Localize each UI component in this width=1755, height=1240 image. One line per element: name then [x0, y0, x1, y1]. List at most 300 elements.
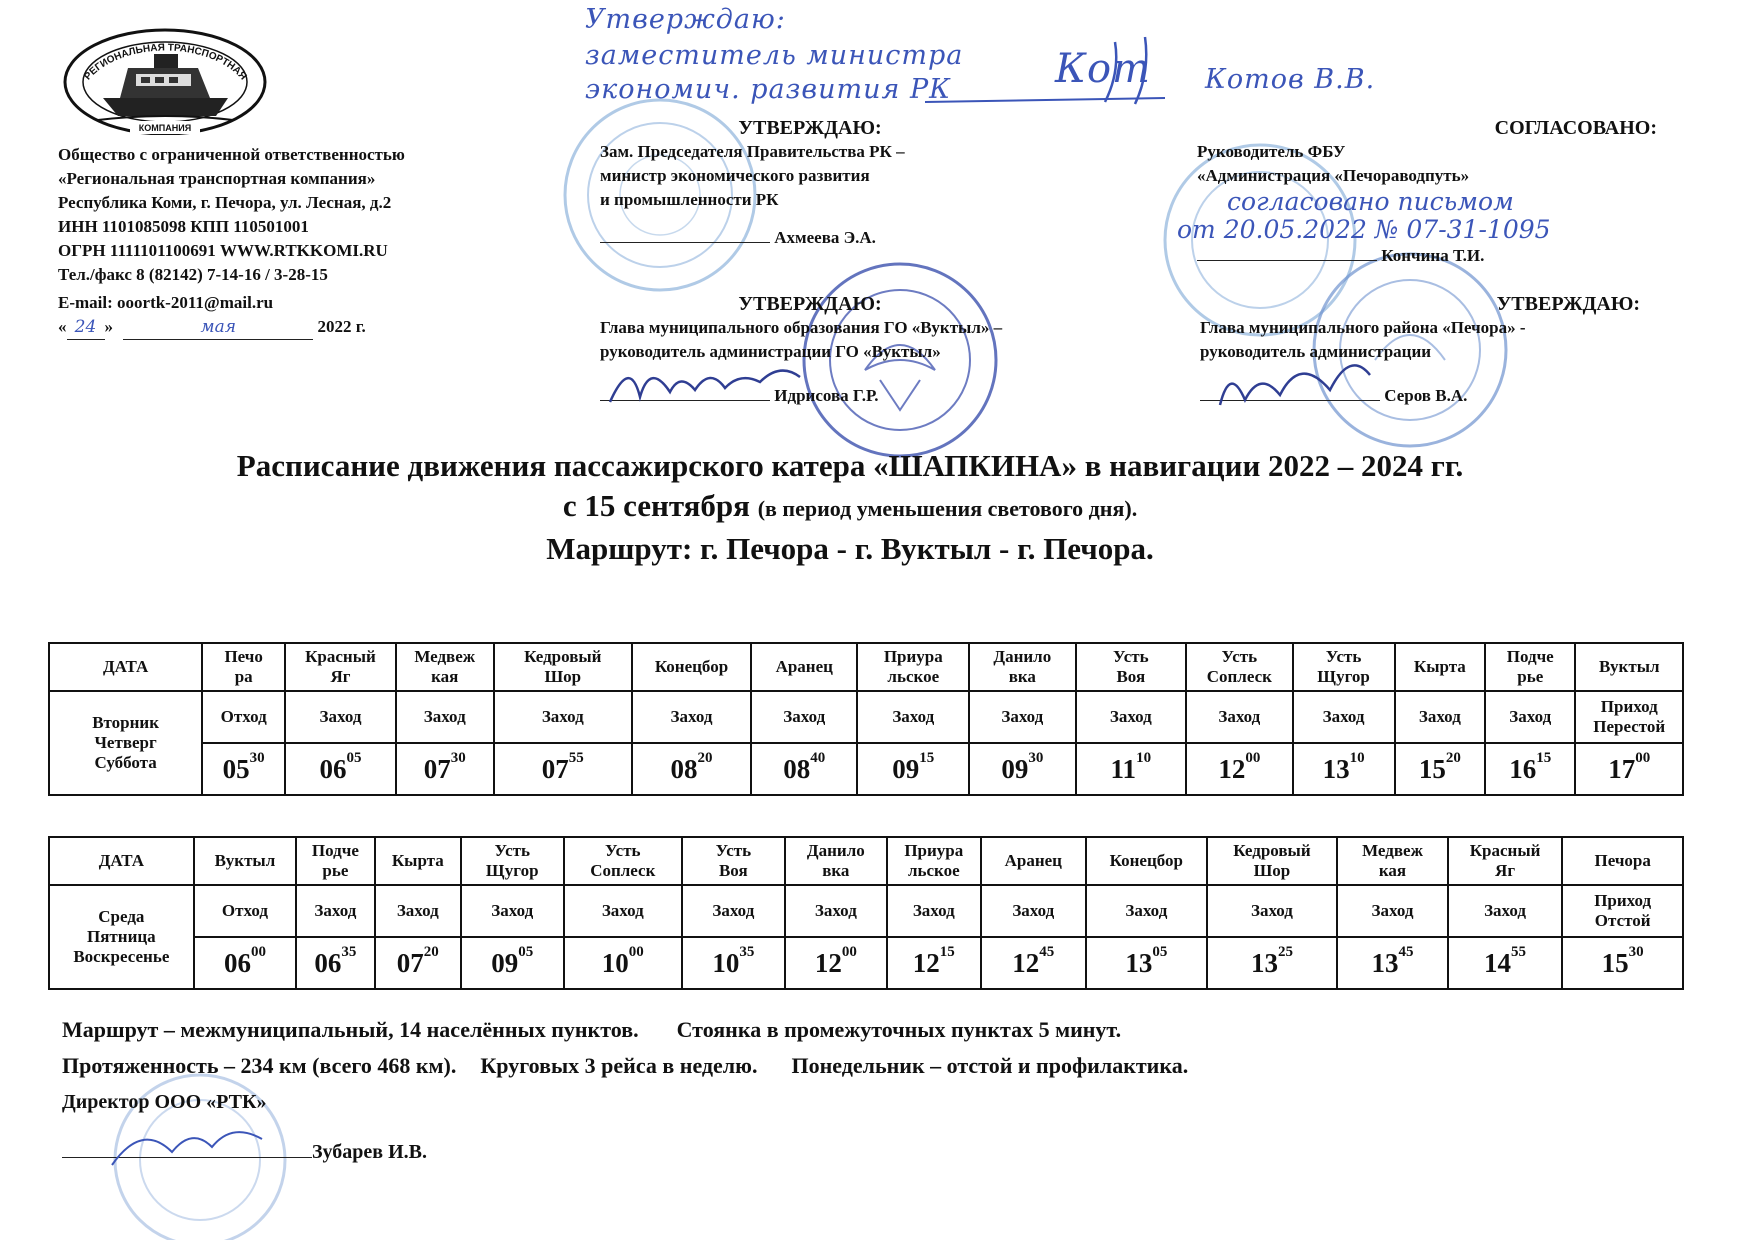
stop-action [632, 691, 751, 743]
days-cell [49, 885, 194, 989]
stop-action [1395, 691, 1485, 743]
stop-action [564, 885, 683, 937]
time-minutes: 40 [810, 749, 826, 766]
stop-time [857, 743, 969, 795]
stop-name-header [1207, 837, 1338, 885]
stop-action [285, 691, 396, 743]
action-label: Заход [1322, 707, 1365, 726]
time-minutes: 15 [1536, 749, 1552, 766]
stop-name-part: Усть [1113, 647, 1149, 666]
stop-time [564, 937, 683, 989]
stop-name-part: Приура [904, 841, 964, 860]
signature-line [600, 400, 770, 401]
stop-action [296, 885, 374, 937]
stop-name-part: Аранец [775, 657, 833, 676]
stop-name-part: льское [887, 667, 940, 686]
approval-line: «Администрация «Печораводпуть» [1197, 166, 1470, 185]
stop-time [969, 743, 1075, 795]
signature-icon [915, 32, 1195, 112]
time-minutes: 55 [1511, 943, 1527, 960]
stop-action [461, 885, 564, 937]
approval-line: Зам. Председателя Правительства РК – [600, 142, 905, 161]
stop-name-header [1485, 643, 1575, 691]
time-hours: 06 [319, 753, 347, 784]
stop-name-part: Вуктыл [214, 851, 276, 870]
stop-action [857, 691, 969, 743]
stop-time [194, 937, 297, 989]
action-label: Заход [491, 901, 534, 920]
date-header: ДАТА [49, 643, 202, 691]
time-minutes: 10 [1136, 749, 1152, 766]
company-details [58, 143, 518, 340]
director-name: Зубарев И.В. [312, 1141, 427, 1163]
stop-name-part: Медвеж [1362, 841, 1423, 860]
stop-name-part: Соплеск [1206, 667, 1272, 686]
stop-action [194, 885, 297, 937]
stop-name-header [1086, 837, 1207, 885]
time-minutes: 20 [697, 749, 713, 766]
approval-line: руководитель администрации ГО «Вуктыл» [600, 342, 941, 361]
action-label: Заход [1484, 901, 1527, 920]
stop-time [202, 743, 285, 795]
date-year: 2022 г. [317, 317, 366, 336]
signature-icon [1200, 345, 1400, 415]
stop-name-part: Яг [330, 667, 351, 686]
stop-name-part: Кырта [391, 851, 444, 870]
stop-name-header [296, 837, 374, 885]
approval-line: и промышленности РК [600, 190, 779, 209]
day-label: Пятница [87, 927, 156, 946]
approval-line: Глава муниципального района «Печора» - [1200, 318, 1526, 337]
schedule-table-return [48, 836, 1684, 990]
time-hours: 13 [1125, 947, 1153, 978]
stop-action [375, 885, 461, 937]
route-length-info: Протяженность – 234 км (всего 468 км). [62, 1053, 457, 1078]
company-line: Тел./факс 8 (82142) 7-14-16 / 3-28-15 [58, 265, 328, 284]
stop-time [396, 743, 494, 795]
stop-name-header [194, 837, 297, 885]
title-line-3: Маршрут: г. Печора - г. Вуктыл - г. Печора. [546, 531, 1154, 566]
approval-line: министр экономического развития [600, 166, 870, 185]
time-minutes: 00 [628, 943, 644, 960]
time-hours: 08 [670, 753, 698, 784]
approval-block-pechora [1200, 292, 1720, 408]
stop-name-header [887, 837, 980, 885]
stop-time [1448, 937, 1563, 989]
time-hours: 06 [223, 947, 251, 978]
stop-name-part: Усть [1325, 647, 1362, 666]
time-minutes: 00 [250, 943, 266, 960]
stop-name-header [981, 837, 1087, 885]
stop-time [296, 937, 374, 989]
stop-name-part: Кырта [1413, 657, 1466, 676]
stop-action [887, 885, 980, 937]
time-hours: 13 [1371, 947, 1399, 978]
stop-name-part: Шор [544, 667, 582, 686]
stop-action [969, 691, 1075, 743]
stop-name-part: Приура [883, 647, 943, 666]
action-label: Отстой [1594, 911, 1651, 930]
stop-name-header [1186, 643, 1292, 691]
stop-time [1575, 743, 1683, 795]
action-label: Заход [892, 707, 935, 726]
stop-name-header [461, 837, 564, 885]
stop-duration-info: Стоянка в промежуточных пунктах 5 минут. [676, 1017, 1122, 1042]
approval-line: Руководитель ФБУ [1197, 142, 1346, 161]
action-label: Заход [1125, 901, 1168, 920]
stop-name-part: Медвеж [414, 647, 476, 666]
company-logo [58, 20, 273, 135]
action-label: Приход [1594, 891, 1652, 910]
stop-name-header [494, 643, 632, 691]
stop-name-header [285, 643, 396, 691]
signature-icon [102, 1117, 302, 1172]
stop-name-part: Яг [1495, 861, 1516, 880]
company-line: Республика Коми, г. Печора, ул. Лесная, д.2 [58, 193, 392, 212]
signature-line [1200, 400, 1380, 401]
stop-time [1485, 743, 1575, 795]
stop-action [682, 885, 785, 937]
time-hours: 13 [1322, 753, 1350, 784]
time-hours: 10 [601, 947, 629, 978]
stop-name-header [1395, 643, 1485, 691]
action-label: Заход [1109, 707, 1152, 726]
time-hours: 12 [814, 947, 842, 978]
days-cell [49, 691, 202, 795]
director-title: Директор ООО «РТК» [62, 1091, 267, 1113]
action-label: Заход [1012, 901, 1055, 920]
stop-name-header [682, 837, 785, 885]
time-minutes: 05 [518, 943, 534, 960]
schedule-title [0, 446, 1700, 569]
approval-line: руководитель администрации [1200, 342, 1432, 361]
time-hours: 12 [1218, 753, 1246, 784]
day-label: Вторник [92, 713, 159, 732]
action-label: Заход [1250, 901, 1293, 920]
action-label: Заход [1418, 707, 1461, 726]
company-line: ИНН 1101085098 КПП 110501001 [58, 217, 309, 236]
date-open-quote: « [58, 317, 67, 336]
stop-name-part: Усть [1221, 647, 1258, 666]
stop-action [396, 691, 494, 743]
route-footer [62, 1012, 1712, 1084]
time-hours: 12 [1012, 947, 1040, 978]
time-minutes: 25 [1277, 943, 1293, 960]
date-close-quote: » [104, 317, 113, 336]
handwritten-note: согласовано письмом [1227, 187, 1514, 216]
approval-block-vuktyl [600, 292, 1120, 408]
stop-name-part: Шор [1253, 861, 1291, 880]
action-label: Заход [783, 707, 826, 726]
stop-name-header [1448, 837, 1563, 885]
action-label: Заход [601, 901, 644, 920]
stop-action [1448, 885, 1563, 937]
stop-name-part: рье [322, 861, 349, 880]
stop-action [202, 691, 285, 743]
time-minutes: 05 [1152, 943, 1168, 960]
time-minutes: 00 [1635, 749, 1651, 766]
time-minutes: 35 [341, 943, 357, 960]
trips-per-week-info: Круговых 3 рейса в неделю. [480, 1053, 758, 1078]
footer-line-1 [62, 1012, 1712, 1048]
action-label: Заход [670, 707, 713, 726]
schedule-table-outbound [48, 642, 1684, 796]
action-label: Заход [912, 901, 955, 920]
stop-name-part: Воя [718, 861, 748, 880]
time-minutes: 30 [249, 749, 265, 766]
stop-name-header [785, 837, 888, 885]
maintenance-day-info: Понедельник – отстой и профилактика. [791, 1053, 1189, 1078]
approval-heading: СОГЛАСОВАНО: [1494, 117, 1657, 139]
action-label: Заход [1509, 707, 1552, 726]
footer-line-2 [62, 1048, 1712, 1084]
date-month: мая [200, 317, 236, 337]
signature-icon [600, 352, 820, 412]
stop-name-part: Красный [1469, 841, 1541, 860]
stop-time [1086, 937, 1207, 989]
stop-time [1395, 743, 1485, 795]
route-info: Маршрут – межмуниципальный, 14 населённых пунктов. [62, 1017, 639, 1042]
time-minutes: 05 [346, 749, 362, 766]
stop-name-part: Усть [605, 841, 641, 860]
stop-time [1076, 743, 1187, 795]
stop-name-header [1293, 643, 1395, 691]
stop-name-part: Соплеск [590, 861, 656, 880]
stop-name-part: льское [907, 861, 960, 880]
stop-action [751, 691, 857, 743]
stop-name-part: Усть [494, 841, 531, 860]
approval-signature-row [600, 226, 1020, 250]
stop-name-header [1562, 837, 1683, 885]
time-hours: 14 [1484, 947, 1512, 978]
stop-name-header [632, 643, 751, 691]
approval-signature-row [600, 384, 1120, 408]
stop-name-header [1337, 837, 1448, 885]
day-label: Четверг [94, 733, 157, 752]
time-minutes: 20 [423, 943, 439, 960]
stop-action [1076, 691, 1187, 743]
time-hours: 13 [1250, 947, 1278, 978]
company-line: ОГРН 1111101100691 WWW.RTKKOMI.RU [58, 241, 388, 260]
stop-name-part: кая [1378, 861, 1407, 880]
stop-time [1207, 937, 1338, 989]
stop-time [632, 743, 751, 795]
stop-time [461, 937, 564, 989]
approval-name: Кончина Т.И. [1381, 246, 1485, 265]
action-label: Заход [396, 901, 439, 920]
stop-name-part: Вуктыл [1598, 657, 1660, 676]
time-hours: 12 [912, 947, 940, 978]
stop-time [682, 937, 785, 989]
time-hours: 15 [1418, 753, 1446, 784]
director-signature-row [62, 1138, 427, 1166]
day-label: Среда [98, 907, 145, 926]
handwritten-line: экономич. развития РК [585, 74, 952, 105]
stop-name-header [857, 643, 969, 691]
time-hours: 09 [892, 753, 920, 784]
company-line: Общество с ограниченной ответственностью [58, 145, 405, 164]
action-label: Заход [423, 707, 466, 726]
approval-block-fbu [1177, 116, 1717, 268]
stop-name-part: вка [822, 861, 850, 880]
stop-action [981, 885, 1087, 937]
title-route: Маршрут: г. Печора - г. Вуктыл - г. Печора [546, 531, 1147, 566]
handwritten-signature: Кот [1055, 46, 1151, 92]
action-label: Заход [814, 901, 857, 920]
stop-action [494, 691, 632, 743]
stop-name-part: Кедровый [1233, 841, 1311, 860]
time-hours: 16 [1509, 753, 1537, 784]
approval-signature-row [1200, 384, 1720, 408]
stop-action [1575, 691, 1683, 743]
day-label: Воскресенье [73, 947, 170, 966]
stop-name-part: Щугор [1317, 667, 1370, 686]
stop-name-header [375, 837, 461, 885]
director-block [62, 1088, 427, 1166]
action-label: Перестой [1593, 717, 1666, 736]
time-hours: 07 [541, 753, 569, 784]
handwritten-note: от 20.05.2022 № 07-31-1095 [1177, 215, 1551, 244]
approval-heading: УТВЕРЖДАЮ: [738, 293, 882, 315]
stop-name-part: кая [431, 667, 459, 686]
time-hours: 07 [396, 947, 424, 978]
time-minutes: 45 [1398, 943, 1414, 960]
action-label: Заход [314, 901, 357, 920]
stop-time [1562, 937, 1683, 989]
time-minutes: 20 [1445, 749, 1461, 766]
stop-name-header [1575, 643, 1683, 691]
time-hours: 05 [222, 753, 250, 784]
company-email: E-mail: ooortk-2011@mail.ru [58, 293, 274, 312]
stop-name-header [564, 837, 683, 885]
stop-name-part: Данило [806, 841, 865, 860]
day-label: Суббота [94, 753, 157, 772]
stop-name-part: Конецбор [1109, 851, 1184, 870]
action-label: Заход [712, 901, 755, 920]
approval-line: Глава муниципального образования ГО «Вуктыл» – [600, 318, 1003, 337]
time-minutes: 35 [739, 943, 755, 960]
stop-name-part: Щугор [485, 861, 539, 880]
approval-heading: УТВЕРЖДАЮ: [738, 117, 882, 139]
time-minutes: 15 [919, 749, 935, 766]
time-minutes: 55 [568, 749, 584, 766]
time-hours: 10 [712, 947, 740, 978]
company-date [58, 315, 518, 340]
time-minutes: 00 [1245, 749, 1261, 766]
approval-heading: УТВЕРЖДАЮ: [1496, 293, 1640, 315]
approval-block-deputy [600, 116, 1020, 250]
stop-name-part: Подче [311, 841, 359, 860]
time-minutes: 30 [1028, 749, 1044, 766]
approval-name: Идрисова Г.Р. [774, 386, 879, 405]
action-label: Заход [1371, 901, 1414, 920]
time-hours: 11 [1110, 753, 1137, 784]
stop-name-header [202, 643, 285, 691]
logo-text-bottom: КОМПАНИЯ [138, 123, 192, 133]
time-minutes: 10 [1349, 749, 1365, 766]
title-line: Расписание движения пассажирского катера «ШАПКИНА» в навигации 2022 – 2024 гг. [236, 448, 1464, 483]
time-hours: 09 [491, 947, 519, 978]
action-label: Отход [221, 901, 268, 920]
stop-name-part: рье [1517, 667, 1544, 686]
stop-name-header [1076, 643, 1187, 691]
stop-action [1337, 885, 1448, 937]
signature-line [600, 242, 770, 243]
handwritten-line: Утверждаю: [585, 4, 786, 35]
time-minutes: 45 [1039, 943, 1055, 960]
stop-time [494, 743, 632, 795]
stop-name-part: Красный [305, 647, 376, 666]
action-label: Заход [1218, 707, 1261, 726]
signature-line [1197, 260, 1377, 261]
approval-name: Серов В.А. [1384, 386, 1468, 405]
stop-action [1086, 885, 1207, 937]
logo-text-top: РЕГИОНАЛЬНАЯ ТРАНСПОРТНАЯ [82, 42, 249, 83]
stop-name-part: Печо [224, 647, 263, 666]
time-minutes: 30 [450, 749, 466, 766]
stop-name-part: вка [1008, 667, 1036, 686]
stop-action [1293, 691, 1395, 743]
time-hours: 06 [314, 947, 342, 978]
time-hours: 09 [1001, 753, 1029, 784]
stop-time [1293, 743, 1395, 795]
stop-time [785, 937, 888, 989]
time-hours: 07 [423, 753, 451, 784]
date-day: 24 [74, 317, 97, 337]
time-minutes: 00 [841, 943, 857, 960]
handwritten-line: заместитель министра [585, 40, 964, 71]
stop-action [1186, 691, 1292, 743]
approval-name: Ахмеева Э.А. [774, 228, 876, 247]
handwritten-approval [585, 2, 1415, 114]
stop-time [887, 937, 980, 989]
title-period-note: (в период уменьшения светового дня). [757, 496, 1138, 521]
approval-signature-row [1197, 244, 1717, 268]
stop-name-part: Печора [1594, 851, 1651, 870]
action-label: Заход [541, 707, 584, 726]
handwritten-name: Котов В.В. [1205, 64, 1376, 95]
stop-name-part: Данило [993, 647, 1052, 666]
stop-time [1186, 743, 1292, 795]
stop-name-part: Кедровый [524, 647, 602, 666]
action-label: Отход [220, 707, 267, 726]
stop-name-header [751, 643, 857, 691]
time-hours: 17 [1608, 753, 1636, 784]
stop-name-header [396, 643, 494, 691]
stop-name-header [969, 643, 1075, 691]
signature-line [62, 1157, 312, 1158]
stop-name-part: Усть [715, 841, 752, 860]
action-label: Приход [1600, 697, 1658, 716]
stop-action [1485, 691, 1575, 743]
time-minutes: 30 [1628, 943, 1644, 960]
stop-action [1207, 885, 1338, 937]
stop-time [375, 937, 461, 989]
stop-action [785, 885, 888, 937]
stop-time [751, 743, 857, 795]
stop-time [285, 743, 396, 795]
title-period: с 15 сентября [562, 488, 750, 523]
date-header: ДАТА [49, 837, 194, 885]
title-line-2 [0, 486, 1700, 529]
stop-name-part: Воя [1116, 667, 1146, 686]
stop-name-part: Подче [1506, 647, 1554, 666]
stop-name-part: Аранец [1004, 851, 1062, 870]
stop-action [1562, 885, 1683, 937]
stop-time [1337, 937, 1448, 989]
time-minutes: 15 [939, 943, 955, 960]
action-label: Заход [319, 707, 362, 726]
